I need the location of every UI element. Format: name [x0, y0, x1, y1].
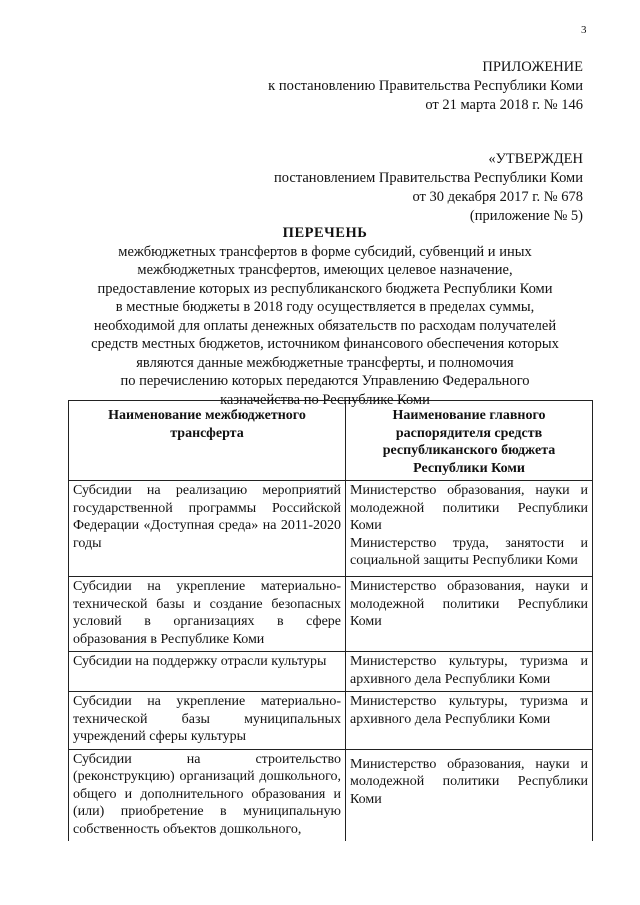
administrator-cell: Министерство образования, науки и молодежной политики Республики Коми [346, 577, 593, 652]
transfer-name-cell: Субсидии на поддержку отрасли культуры [69, 652, 346, 692]
header-transfer-name: Наименование межбюджетного трансферта [69, 401, 346, 481]
administrator-name: Министерство образования, науки и молодежной политики Республики Коми [350, 483, 588, 533]
heading-line-4: в местные бюджеты в 2018 году осуществляется в пределах суммы, [115, 299, 535, 315]
heading-line-7: являются данные межбюджетные трансферты, и полномочия [136, 354, 514, 371]
heading-line-6: средств местных бюджетов, источником финансового обеспечения которых [91, 336, 559, 352]
approved-date-line: от 30 декабря 2017 г. № 678 [412, 189, 583, 205]
heading-line-3: предоставление которых из республиканского бюджета Республики Коми [97, 280, 553, 297]
administrator-cell: Министерство культуры, туризма и архивного дела Республики Коми [346, 652, 593, 692]
transfer-name-cell: Субсидии на реализацию мероприятий государственной программы Российской Федерации «Доступная среда» на 2011-2020 годы [69, 481, 346, 577]
approved-appendix-line: (приложение № 5) [469, 208, 583, 224]
transfer-name-cell: Субсидии на строительство (реконструкцию) организаций дошкольного, общего и дополнительного образования и (или) приобретение в муниципальную собственность объектов дошкольного, [69, 749, 346, 841]
transfers-table [68, 400, 593, 841]
table-header-row [69, 401, 593, 481]
appendix-resolution-line: к постановлению Правительства Республики Коми [268, 78, 583, 94]
heading-line-9: казначейства по Республике Коми [220, 391, 430, 408]
table-row [69, 652, 593, 692]
heading-line-8: по перечислению которых передаются Управлению Федерального [120, 373, 530, 389]
administrator-cell [346, 481, 593, 577]
heading-line-1: межбюджетных трансфертов в форме субсидий, субвенций и иных [118, 243, 532, 260]
table-row [69, 692, 593, 750]
appendix-title: ПРИЛОЖЕНИЕ [482, 59, 583, 75]
appendix-block [268, 58, 583, 115]
administrator-cell: Министерство образования, науки и молодежной политики Республики Коми [346, 749, 593, 841]
table-row [69, 577, 593, 652]
header-administrator: Наименование главного распорядителя средств республиканского бюджета Республики Коми [346, 401, 593, 481]
appendix-date-line: от 21 марта 2018 г. № 146 [425, 97, 583, 113]
document-heading [68, 224, 582, 409]
heading-line-2: межбюджетных трансфертов, имеющих целевое назначение, [137, 262, 513, 278]
heading-line-5: необходимой для оплаты денежных обязательств по расходам получателей [93, 317, 557, 334]
transfer-name-cell: Субсидии на укрепление материально-технической базы и создание безопасных условий в организациях в сфере образования в Республике Коми [69, 577, 346, 652]
transfer-name-cell: Субсидии на укрепление материально-технической базы муниципальных учреждений сферы культуры [69, 692, 346, 750]
administrator-cell: Министерство культуры, туризма и архивного дела Республики Коми [346, 692, 593, 750]
table-row [69, 481, 593, 577]
table-row [69, 749, 593, 841]
approved-title: «УТВЕРЖДЕН [488, 151, 583, 167]
approved-block [274, 150, 583, 226]
document-title: ПЕРЕЧЕНЬ [282, 225, 368, 241]
approved-resolution-line: постановлением Правительства Республики Коми [274, 170, 583, 186]
page-number: 3 [581, 24, 587, 36]
administrator-name: Министерство труда, занятости и социальной защиты Республики Коми [350, 535, 588, 568]
